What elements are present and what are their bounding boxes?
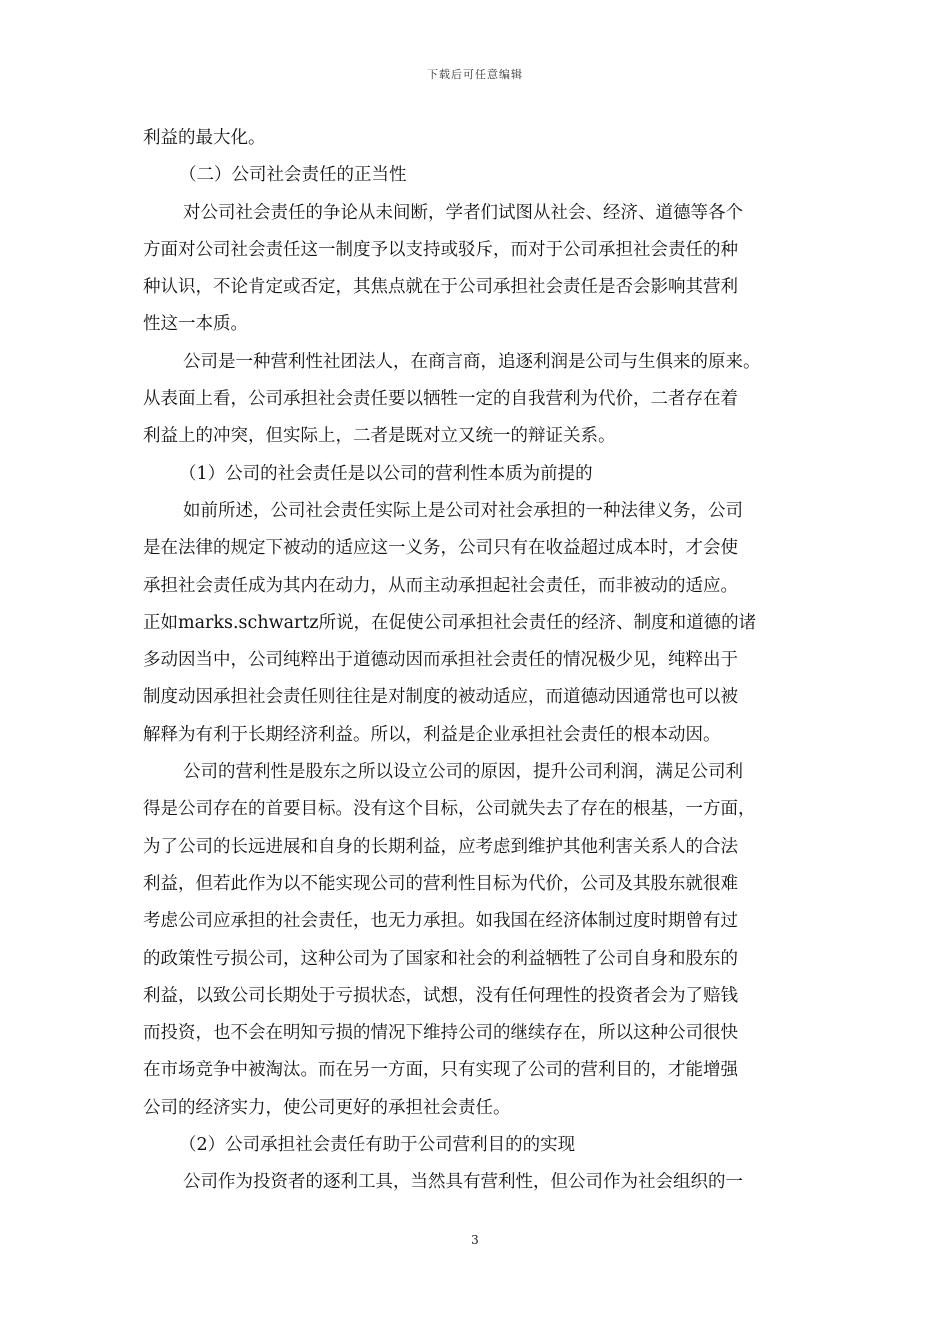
text-line: 如前所述，公司社会责任实际上是公司对社会承担的一种法律义务，公司	[183, 500, 743, 521]
text-line: 而投资，也不会在明知亏损的情况下维持公司的继续存在，所以这种公司很快	[143, 1023, 738, 1044]
text-line: 正如marks.schwartz所说，在促使公司承担社会责任的经济、制度和道德的诸	[143, 612, 757, 633]
page-header: 下载后可任意编辑	[427, 68, 523, 81]
text-line: 性这一本质。	[143, 314, 248, 335]
text-line: 种认识，不论肯定或否定，其焦点就在于公司承担社会责任是否会影响其营利	[143, 277, 738, 298]
text-line: 利益的最大化。	[143, 128, 266, 148]
section-heading: （二）公司社会责任的正当性	[179, 165, 407, 186]
text-line: 公司的经济实力，使公司更好的承担社会责任。	[143, 1097, 511, 1118]
text-line: 利益，但若此作为以不能实现公司的营利性目标为代价，公司及其股东就很难	[143, 873, 738, 894]
text-line: 承担社会责任成为其内在动力，从而主动承担起社会责任，而非被动的适应。	[143, 575, 738, 596]
text-line: 公司的营利性是股东之所以设立公司的原因，提升公司利润，满足公司利	[183, 762, 743, 783]
text-line: 利益上的冲突，但实际上，二者是既对立又统一的辩证关系。	[143, 426, 616, 447]
text-line: 是在法律的规定下被动的适应这一义务，公司只有在收益超过成本时，才会使	[143, 538, 738, 559]
text-line: 解释为有利于长期经济利益。所以，利益是企业承担社会责任的根本动因。	[143, 724, 721, 745]
page-number: 3	[471, 1233, 479, 1247]
text-line: 公司作为投资者的逐利工具，当然具有营利性，但公司作为社会组织的一	[183, 1172, 743, 1193]
text-line: 从表面上看，公司承担社会责任要以牺牲一定的自我营利为代价，二者存在着	[143, 389, 738, 410]
text-line: 的政策性亏损公司，这种公司为了国家和社会的利益牺牲了公司自身和股东的	[143, 948, 738, 969]
text-line: 利益，以致公司长期处于亏损状态，试想，没有任何理性的投资者会为了赔钱	[143, 985, 738, 1006]
section-heading: （1）公司的社会责任是以公司的营利性本质为前提的	[179, 463, 593, 484]
text-line: 制度动因承担社会责任则往往是对制度的被动适应，而道德动因通常也可以被	[143, 687, 738, 708]
section-heading: （2）公司承担社会责任有助于公司营利目的的实现	[179, 1135, 576, 1156]
text-line: 多动因当中，公司纯粹出于道德动因而承担社会责任的情况极少见，纯粹出于	[143, 650, 738, 671]
text-line: 对公司社会责任的争论从未间断，学者们试图从社会、经济、道德等各个	[183, 202, 743, 223]
text-line: 为了公司的长远进展和自身的长期利益，应考虑到维护其他利害关系人的合法	[143, 836, 738, 857]
text-line: 得是公司存在的首要目标。没有这个目标，公司就失去了存在的根基，一方面，	[143, 799, 756, 820]
document-body	[143, 120, 807, 1202]
text-line: 考虑公司应承担的社会责任，也无力承担。如我国在经济体制过度时期曾有过	[143, 911, 738, 932]
text-line: 在市场竞争中被淘汰。而在另一方面，只有实现了公司的营利目的，才能增强	[143, 1060, 738, 1081]
text-line: 方面对公司社会责任这一制度予以支持或驳斥，而对于公司承担社会责任的种	[143, 239, 738, 260]
text-line: 公司是一种营利性社团法人，在商言商，追逐利润是公司与生俱来的原来。	[183, 351, 761, 372]
